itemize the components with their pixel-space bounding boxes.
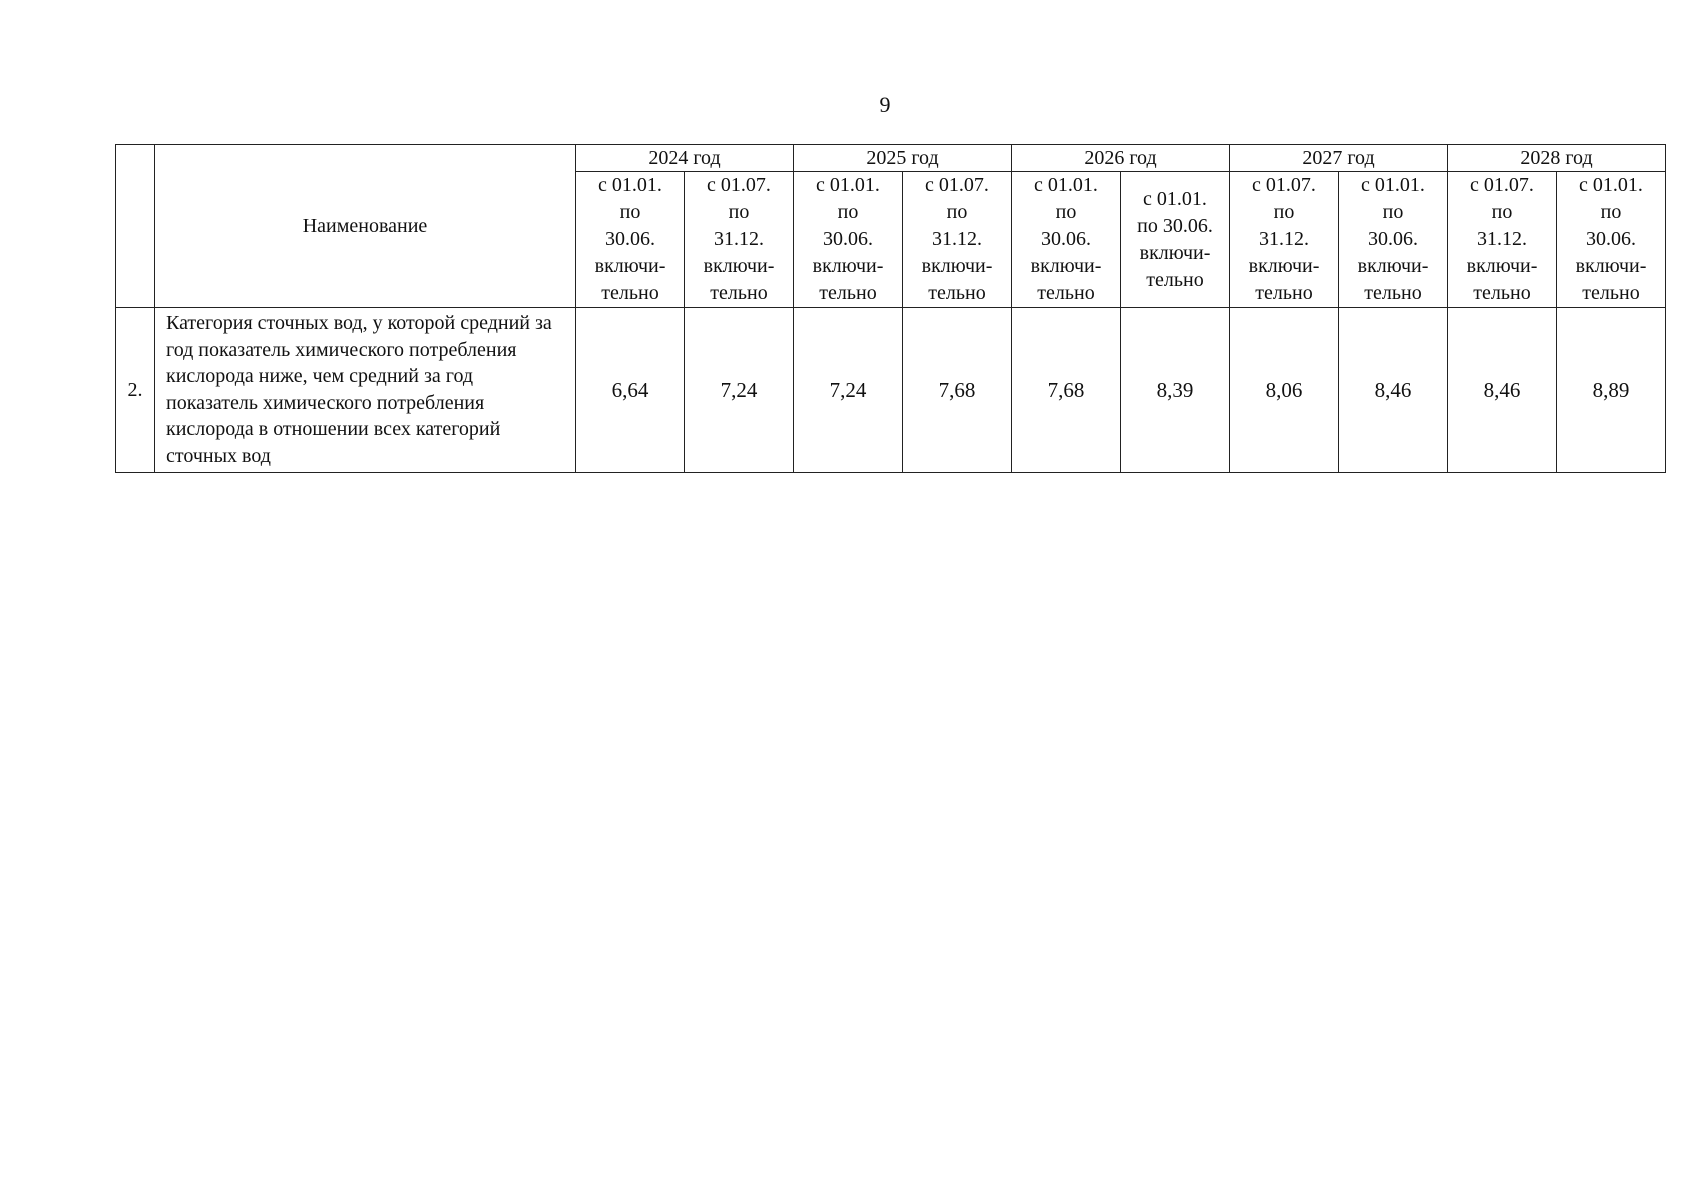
period-line: с 01.07. [925,174,989,196]
period-line: включи- [1030,255,1102,277]
value-cell: 7,24 [685,308,794,473]
value-cell: 8,46 [1448,308,1557,473]
period-line: 31.12. [1477,228,1527,250]
period-line: по [1491,201,1513,223]
value-cell: 7,68 [903,308,1012,473]
period-line: тельно [1146,268,1204,291]
row-number: 2. [116,308,155,473]
period-line: по [1273,201,1295,223]
period-line: с 01.01. [1361,174,1425,196]
row-name: Категория сточных вод, у которой средний за год показатель химического потребления кислорода ниже, чем средний за год показатель химического потребления кислорода в отношении всех категорий сточных вод [155,308,576,473]
period-header [685,172,794,308]
period-line: включи- [703,255,775,277]
period-line: 31.12. [932,228,982,250]
period-line: с 01.07. [1252,174,1316,196]
period-line: 30.06. [823,228,873,250]
year-header-row [116,145,1666,172]
period-line: по [837,201,859,223]
period-line: 30.06. [1586,228,1636,250]
year-header: 2025 год [794,145,1012,172]
period-line: тельно [601,282,659,304]
data-table [115,144,1666,473]
period-line: с 01.01. [1034,174,1098,196]
table-body [116,308,1666,473]
period-header [1339,172,1448,308]
period-line: по [946,201,968,223]
period-line: 31.12. [1259,228,1309,250]
value-cell: 8,39 [1121,308,1230,473]
period-line: с 01.01. [1143,187,1207,210]
period-line: включи- [594,255,666,277]
table-row [116,308,1666,473]
period-header [794,172,903,308]
period-line: включи- [1248,255,1320,277]
period-line: с 01.01. [1579,174,1643,196]
period-line: тельно [1255,282,1313,304]
period-header [903,172,1012,308]
year-header: 2024 год [576,145,794,172]
period-line: тельно [1037,282,1095,304]
period-line: тельно [928,282,986,304]
period-line: по [619,201,641,223]
period-line: тельно [1582,282,1640,304]
period-line: 30.06. [1368,228,1418,250]
value-cell: 6,64 [576,308,685,473]
period-header [1448,172,1557,308]
value-cell: 8,89 [1557,308,1666,473]
period-line: 30.06. [1041,228,1091,250]
period-line: по [728,201,750,223]
period-line: включи- [1139,241,1211,264]
period-line: включи- [1575,255,1647,277]
period-line: по [1382,201,1404,223]
period-line: 31.12. [714,228,764,250]
name-header: Наименование [155,145,576,308]
period-header [1230,172,1339,308]
value-cell: 7,24 [794,308,903,473]
year-header: 2027 год [1230,145,1448,172]
period-header [1012,172,1121,308]
period-line: с 01.07. [1470,174,1534,196]
period-line: с 01.01. [816,174,880,196]
page-number: 9 [879,92,891,117]
period-line: тельно [1364,282,1422,304]
period-line: по [1600,201,1622,223]
period-line: тельно [819,282,877,304]
period-line: с 01.01. [598,174,662,196]
value-cell: 7,68 [1012,308,1121,473]
period-line: включи- [1357,255,1429,277]
year-header: 2028 год [1448,145,1666,172]
period-line: включи- [812,255,884,277]
value-cell: 8,06 [1230,308,1339,473]
period-line: включи- [921,255,993,277]
year-header: 2026 год [1012,145,1230,172]
period-line: тельно [710,282,768,304]
period-line: с 01.07. [707,174,771,196]
period-header [1557,172,1666,308]
number-header [116,145,155,308]
period-line: тельно [1473,282,1531,304]
period-line: по [1055,201,1077,223]
period-line: по 30.06. [1137,214,1213,237]
value-cell: 8,46 [1339,308,1448,473]
period-line: 30.06. [605,228,655,250]
period-line: включи- [1466,255,1538,277]
period-header [1121,172,1230,308]
period-header [576,172,685,308]
